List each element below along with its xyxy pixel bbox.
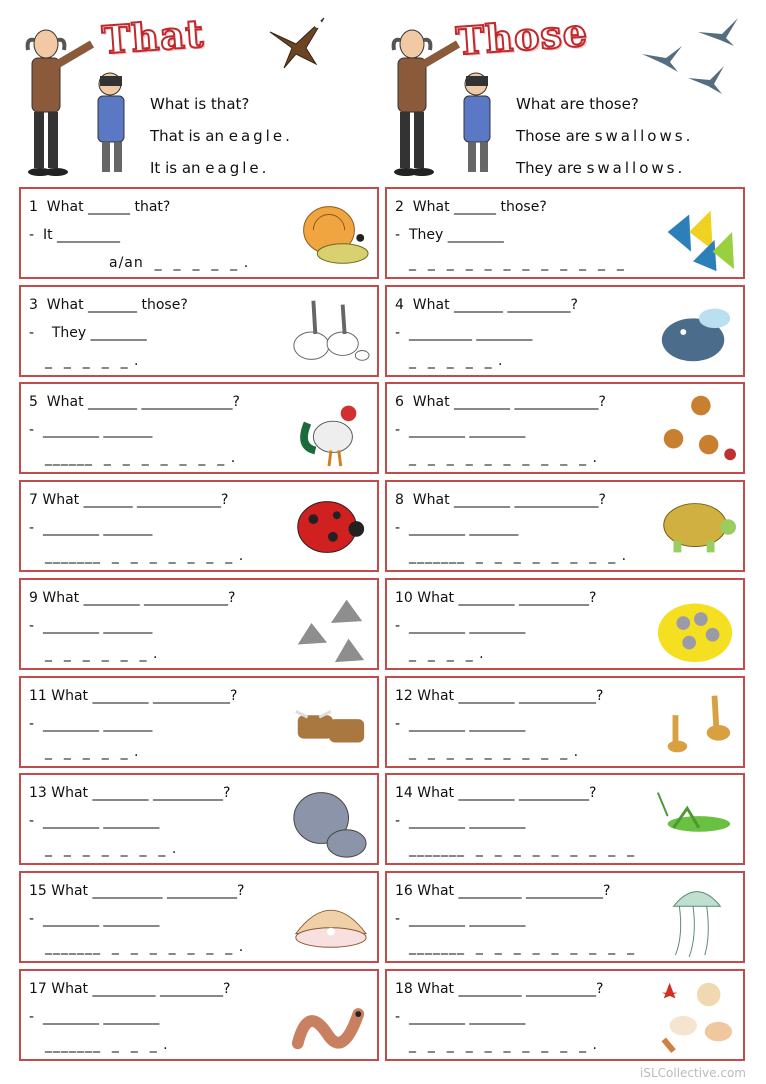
- giraffes-icon: [653, 682, 737, 764]
- answer-line[interactable]: - They ________: [29, 324, 147, 341]
- answer-line[interactable]: - ________ ________: [395, 813, 526, 830]
- line-q: What are those?: [516, 95, 639, 113]
- word-blanks[interactable]: _______ _ _ _ _ _ _ _ _ .: [409, 548, 628, 565]
- exercise-card-9: [19, 578, 379, 670]
- answer-line[interactable]: - ________ ________: [395, 715, 526, 732]
- exercise-card-2: [385, 187, 745, 279]
- question-line[interactable]: 6 What ________ ____________?: [395, 394, 606, 411]
- exercise-card-18: [385, 969, 745, 1061]
- answer-line[interactable]: - ________ ________: [29, 910, 160, 927]
- exercise-card-3: [19, 285, 379, 377]
- answer-line[interactable]: - ________ ________: [395, 422, 526, 439]
- question-line[interactable]: 17 What _________ _________?: [29, 980, 231, 997]
- wolves-icon: [287, 584, 371, 666]
- word-blanks[interactable]: _______ _ _ _ _ _ _ _ _ _: [409, 938, 636, 955]
- exercise-card-6: [385, 382, 745, 474]
- rooster-icon: [287, 388, 371, 470]
- word-blanks[interactable]: _ _ _ _ _ .: [409, 352, 504, 369]
- answer-line[interactable]: - ________ ________: [395, 910, 526, 927]
- mice-icon: [653, 584, 737, 666]
- question-line[interactable]: 5 What _______ _____________?: [29, 394, 240, 411]
- exercise-card-4: [385, 285, 745, 377]
- question-line[interactable]: 8 What ________ ____________?: [395, 492, 606, 509]
- exercise-card-17: [19, 969, 379, 1061]
- word-blanks[interactable]: _ _ _ _ _ _ .: [45, 645, 159, 662]
- exercise-card-7: [19, 480, 379, 572]
- line-a2: They are swallows.: [516, 159, 683, 177]
- hippos-icon: [287, 779, 371, 861]
- line-q: What is that?: [150, 95, 250, 113]
- worm-icon: [287, 975, 371, 1057]
- word-blanks[interactable]: a/an _ _ _ _ _ .: [109, 255, 250, 271]
- word-blanks[interactable]: _______ _ _ _ _ _ _ _ _ _: [409, 841, 636, 858]
- exercise-card-1: [19, 187, 379, 279]
- oxen-icon: [287, 682, 371, 764]
- word-blanks[interactable]: _______ _ _ _ _ _ _ _ .: [45, 938, 245, 955]
- line-a1: That is an eagle.: [150, 127, 290, 145]
- ladybird-icon: [287, 486, 371, 568]
- squirrels-icon: [653, 388, 737, 470]
- question-line[interactable]: 16 What _________ ___________?: [395, 882, 611, 899]
- header-that: [14, 0, 376, 182]
- answer-line[interactable]: - They ________: [395, 227, 504, 243]
- word-blanks[interactable]: _______ _ _ _ _ _ _ _ .: [45, 548, 245, 565]
- word-blanks[interactable]: _ _ _ _ _ .: [45, 743, 140, 760]
- exercise-card-12: [385, 676, 745, 768]
- exercise-card-11: [19, 676, 379, 768]
- shells-icon: [653, 975, 737, 1057]
- answer-line[interactable]: - ________ _______: [29, 617, 153, 634]
- grasshopper-icon: [653, 779, 737, 861]
- header-those: [380, 0, 752, 182]
- word-blanks[interactable]: ______ _ _ _ _ _ _ _ .: [45, 450, 237, 467]
- word-blanks[interactable]: _ _ _ _ _ _ _ _ _ _ .: [409, 450, 599, 467]
- title-that: That: [100, 10, 206, 63]
- line-a2: It is an eagle.: [150, 159, 267, 177]
- exercise-card-5: [19, 382, 379, 474]
- word-blanks[interactable]: _ _ _ _ _ _ _ _ _ _ .: [409, 1036, 599, 1053]
- answer-line[interactable]: - ________ _______: [395, 520, 519, 537]
- swallows-icon: [638, 6, 750, 98]
- question-line[interactable]: 7 What _______ ____________?: [29, 492, 229, 509]
- question-line[interactable]: 2 What ______ those?: [395, 199, 547, 215]
- question-line[interactable]: 1 What ______ that?: [29, 199, 171, 215]
- question-line[interactable]: 9 What ________ ____________?: [29, 589, 236, 606]
- question-line[interactable]: 3 What _______ those?: [29, 296, 188, 313]
- answer-line[interactable]: - ________ ________: [395, 1008, 526, 1025]
- footer-watermark: iSLCollective.com: [640, 1066, 746, 1080]
- geese-icon: [287, 291, 371, 373]
- tortoise-icon: [653, 486, 737, 568]
- exercise-card-16: [385, 871, 745, 963]
- exercise-card-15: [19, 871, 379, 963]
- answer-line[interactable]: - It _________: [29, 227, 121, 243]
- exercise-card-10: [385, 578, 745, 670]
- word-blanks[interactable]: _ _ _ _ _ _ _ _ _ _ _ _: [409, 255, 625, 271]
- answer-line[interactable]: - ________ ________: [395, 617, 526, 634]
- answer-line[interactable]: - ________ ________: [29, 1008, 160, 1025]
- question-line[interactable]: 4 What _______ _________?: [395, 296, 578, 313]
- exercise-card-14: [385, 773, 745, 865]
- word-blanks[interactable]: _______ _ _ _ .: [45, 1036, 169, 1053]
- title-those: Those: [454, 9, 590, 64]
- exercise-card-13: [19, 773, 379, 865]
- eagle-icon: [266, 14, 330, 74]
- word-blanks[interactable]: _ _ _ _ _ _ _ .: [45, 841, 178, 858]
- snail-icon: [287, 193, 371, 275]
- oyster-icon: [287, 877, 371, 959]
- word-blanks[interactable]: _ _ _ _ _ _ _ _ _ .: [409, 743, 580, 760]
- exercise-card-8: [385, 480, 745, 572]
- question-line[interactable]: 14 What ________ __________?: [395, 785, 597, 802]
- question-line[interactable]: 18 What _________ __________?: [395, 980, 604, 997]
- question-line[interactable]: 12 What ________ ___________?: [395, 687, 604, 704]
- question-line[interactable]: 15 What __________ __________?: [29, 882, 245, 899]
- answer-line[interactable]: - ________ _______: [29, 520, 153, 537]
- answer-line[interactable]: - ________ ________: [29, 813, 160, 830]
- butterflies-icon: [653, 193, 737, 275]
- answer-line[interactable]: - ________ _______: [29, 422, 153, 439]
- answer-line[interactable]: - ________ _______: [29, 715, 153, 732]
- jellyfish-icon: [653, 877, 737, 959]
- word-blanks[interactable]: _ _ _ _ .: [409, 645, 485, 662]
- word-blanks[interactable]: _ _ _ _ _ .: [45, 352, 140, 369]
- question-line[interactable]: 13 What ________ __________?: [29, 785, 231, 802]
- question-line[interactable]: 10 What ________ __________?: [395, 589, 597, 606]
- line-a1: Those are swallows.: [516, 127, 691, 145]
- answer-line[interactable]: - _________ ________: [395, 324, 533, 341]
- question-line[interactable]: 11 What ________ ___________?: [29, 687, 238, 704]
- seal-icon: [653, 291, 737, 373]
